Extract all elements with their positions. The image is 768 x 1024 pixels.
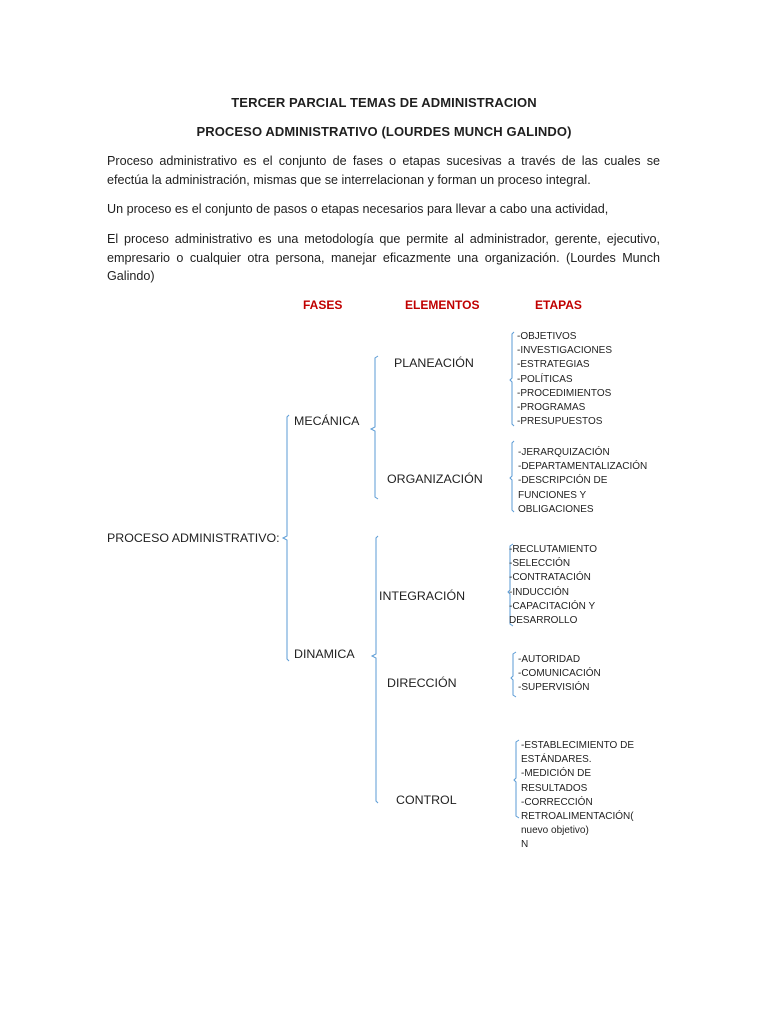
stage-item: RESULTADOS	[521, 782, 588, 794]
stage-item: -OBJETIVOS	[517, 331, 577, 342]
stage-item: -ESTABLECIMIENTO DE	[521, 740, 634, 751]
paragraph-process: Un proceso es el conjunto de pasos o etapas necesarios para llevar a cabo una actividad,	[107, 202, 609, 216]
element-planeacion: PLANEACIÓN	[394, 356, 474, 370]
header-fases: FASES	[303, 298, 343, 312]
stage-item: -MEDICIÓN DE	[521, 768, 591, 780]
stage-item: nuevo objetivo)	[521, 825, 589, 837]
phase-mecanica: MECÁNICA	[294, 414, 360, 428]
stages-organizacion	[518, 446, 647, 517]
paragraph-definition: Proceso administrativo es el conjunto de fases o etapas sucesivas a través de las cuales se efectúa la administración, mismas que se interrelacionan y forman un proceso integral.	[107, 154, 660, 187]
direccion-bracket	[511, 652, 516, 697]
stage-item: -POLÍTICAS	[517, 373, 573, 385]
stage-item: -CORRECCIÓN	[521, 796, 593, 808]
stage-item: -INVESTIGACIONES	[517, 345, 613, 357]
stage-item: ESTÁNDARES.	[521, 754, 592, 766]
stage-item: DESARROLLO	[509, 615, 578, 627]
control-bracket	[514, 740, 519, 818]
element-control: CONTROL	[396, 793, 457, 807]
stage-item: -INDUCCIÓN	[509, 586, 569, 598]
stage-item: -ESTRATEGIAS	[517, 359, 590, 371]
stage-item: -PRESUPUESTOS	[517, 416, 603, 428]
stage-item: -CONTRATACIÓN	[509, 572, 591, 584]
stage-item: -JERARQUIZACIÓN	[518, 447, 610, 458]
stages-direccion	[518, 653, 601, 696]
stage-item: -CAPACITACIÓN Y	[509, 600, 596, 612]
header-etapas: ETAPAS	[535, 298, 582, 312]
stage-item: N	[521, 839, 529, 851]
stage-item: -SUPERVISIÓN	[518, 682, 590, 694]
stage-item: -PROGRAMAS	[517, 402, 586, 414]
organizacion-bracket	[510, 441, 514, 512]
stage-item: -PROCEDIMIENTOS	[517, 387, 612, 399]
document-subtitle: PROCESO ADMINISTRATIVO (LOURDES MUNCH GALINDO)	[196, 124, 572, 139]
stage-item: -SELECCIÓN	[509, 558, 571, 570]
stages-control	[521, 739, 634, 851]
stage-item: -RECLUTAMIENTO	[509, 544, 597, 555]
stages-integracion	[509, 543, 597, 628]
element-integracion: INTEGRACIÓN	[379, 589, 466, 603]
stages-planeacion	[517, 330, 612, 429]
stage-item: OBLIGACIONES	[518, 503, 594, 515]
phase-dinamica: DINAMICA	[294, 647, 355, 661]
stage-item: RETROALIMENTACIÓN(	[521, 811, 634, 823]
mecanica-bracket	[371, 356, 378, 499]
stage-item: FUNCIONES Y	[518, 489, 587, 501]
stage-item: -DEPARTAMENTALIZACIÓN	[518, 461, 648, 473]
element-organizacion: ORGANIZACIÓN	[387, 472, 483, 486]
element-direccion: DIRECCIÓN	[387, 676, 457, 690]
root-label: PROCESO ADMINISTRATIVO:	[107, 531, 280, 545]
root-bracket	[283, 415, 289, 661]
planeacion-bracket	[510, 332, 514, 426]
document-title: TERCER PARCIAL TEMAS DE ADMINISTRACION	[231, 95, 537, 110]
stage-item: -COMUNICACIÓN	[518, 668, 601, 680]
header-elementos: ELEMENTOS	[405, 298, 480, 312]
stage-item: -AUTORIDAD	[518, 654, 581, 665]
dinamica-bracket	[372, 536, 378, 803]
paragraph-methodology: El proceso administrativo es una metodología que permite al administrador, gerente, ejecutivo, empresario o cualquier otra persona, manejar eficazmente una organización. (Lourdes Munch Galindo)	[107, 232, 660, 283]
stage-item: -DESCRIPCIÓN DE	[518, 475, 608, 487]
